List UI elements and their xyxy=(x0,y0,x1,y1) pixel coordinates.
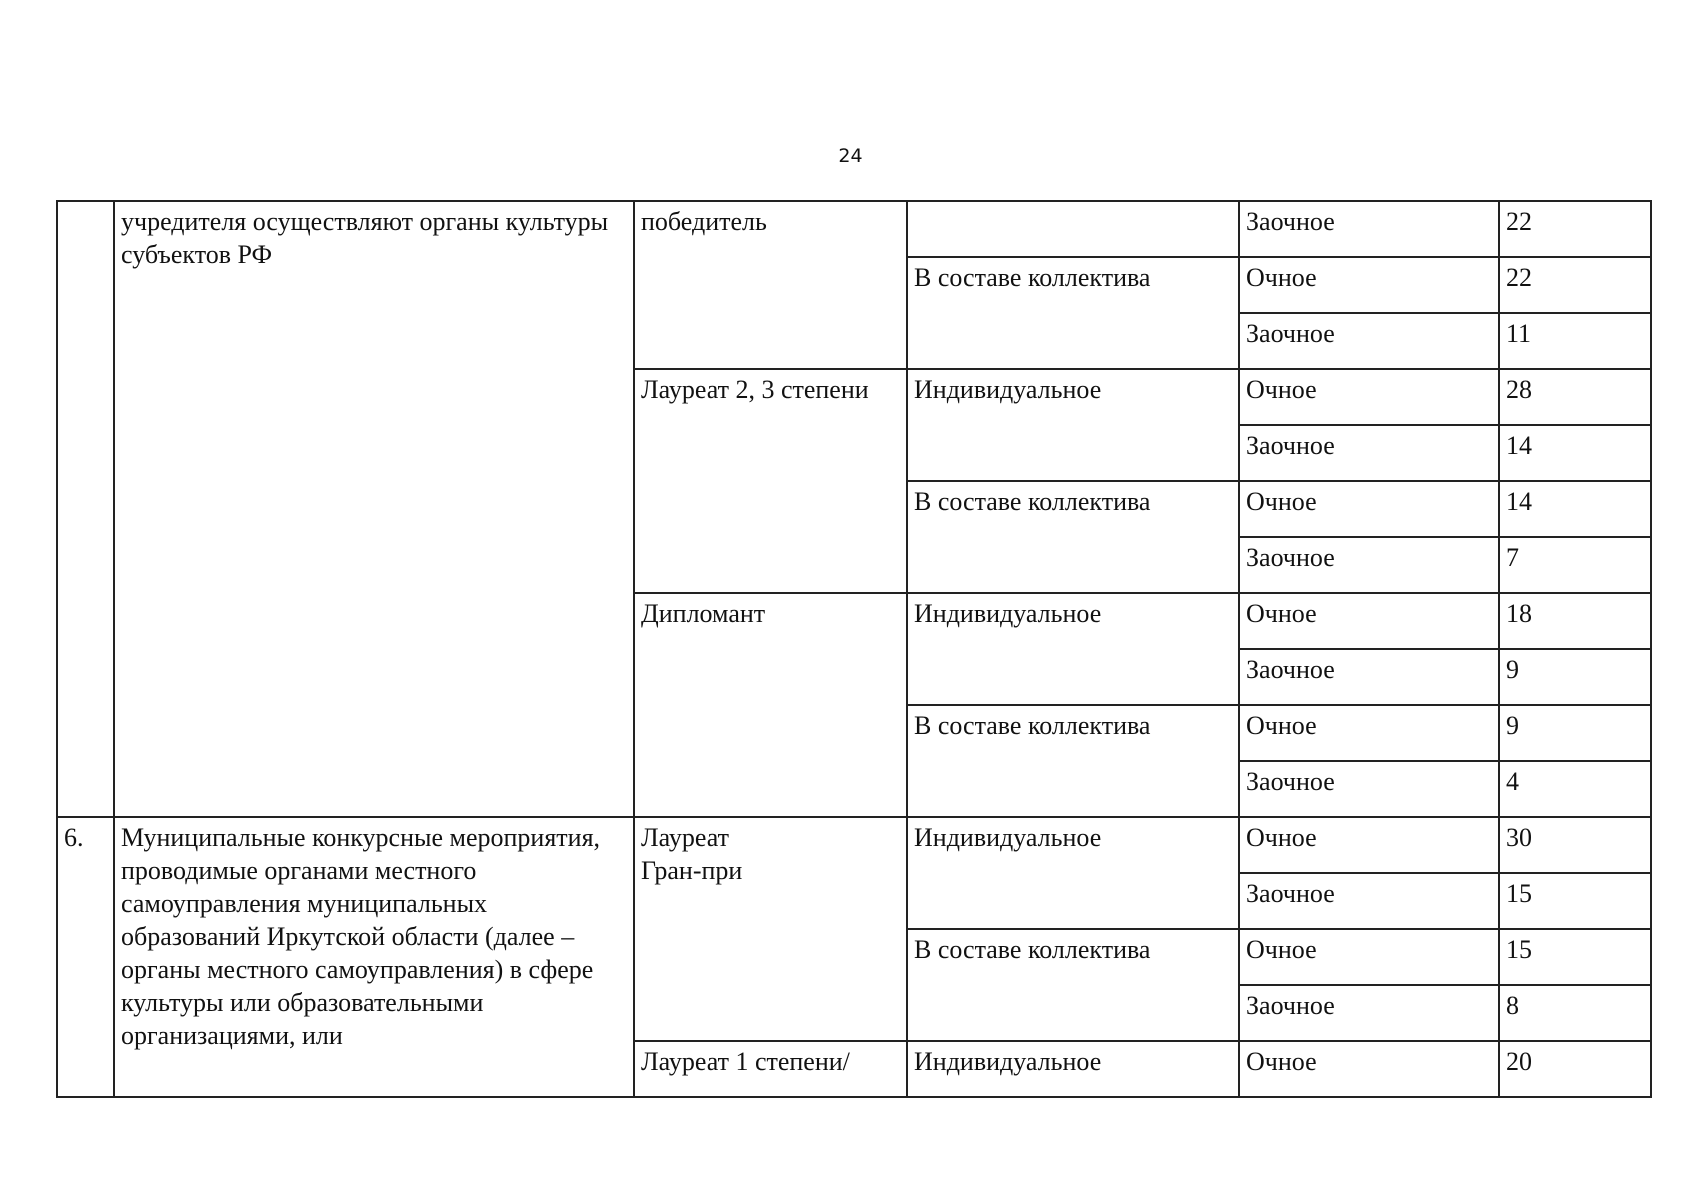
form-cell: Заочное xyxy=(1239,425,1499,481)
form-cell: Заочное xyxy=(1239,201,1499,257)
points-cell: 4 xyxy=(1499,761,1651,817)
row-number xyxy=(57,201,114,817)
form-cell: Очное xyxy=(1239,369,1499,425)
participation-cell: В составе коллектива xyxy=(907,705,1239,817)
rank-line: Лауреат xyxy=(641,823,729,852)
points-cell: 14 xyxy=(1499,481,1651,537)
form-cell: Заочное xyxy=(1239,761,1499,817)
row-number: 6. xyxy=(57,817,114,1097)
rank-line: Гран-при xyxy=(641,856,743,885)
points-cell: 15 xyxy=(1499,929,1651,985)
form-cell: Очное xyxy=(1239,593,1499,649)
rank-cell: Дипломант xyxy=(634,593,907,817)
form-cell: Очное xyxy=(1239,817,1499,873)
participation-cell: Индивидуальное xyxy=(907,593,1239,705)
points-cell: 18 xyxy=(1499,593,1651,649)
points-cell: 9 xyxy=(1499,649,1651,705)
points-cell: 11 xyxy=(1499,313,1651,369)
points-cell: 14 xyxy=(1499,425,1651,481)
form-cell: Заочное xyxy=(1239,873,1499,929)
form-cell: Заочное xyxy=(1239,649,1499,705)
participation-cell: Индивидуальное xyxy=(907,1041,1239,1097)
points-cell: 20 xyxy=(1499,1041,1651,1097)
category-description: Муниципальные конкурсные мероприятия, проводимые органами местного самоуправления муниципальных образований Иркутской области (далее – органы местного самоуправления) в сфере культуры или образовательными организациями, или xyxy=(114,817,634,1097)
form-cell: Заочное xyxy=(1239,985,1499,1041)
table-row xyxy=(57,817,1651,873)
points-cell: 9 xyxy=(1499,705,1651,761)
form-cell: Заочное xyxy=(1239,537,1499,593)
category-description: учредителя осуществляют органы культуры субъектов РФ xyxy=(114,201,634,817)
points-cell: 30 xyxy=(1499,817,1651,873)
rank-cell: победитель xyxy=(634,201,907,369)
points-cell: 22 xyxy=(1499,257,1651,313)
participation-cell: В составе коллектива xyxy=(907,257,1239,369)
awards-table xyxy=(56,200,1652,1098)
rank-cell: Лауреат 1 степени/ xyxy=(634,1041,907,1097)
participation-cell: В составе коллектива xyxy=(907,929,1239,1041)
rank-cell xyxy=(634,817,907,1041)
rank-cell: Лауреат 2, 3 степени xyxy=(634,369,907,593)
form-cell: Очное xyxy=(1239,257,1499,313)
form-cell: Очное xyxy=(1239,1041,1499,1097)
participation-cell: Индивидуальное xyxy=(907,817,1239,929)
points-cell: 28 xyxy=(1499,369,1651,425)
points-cell: 15 xyxy=(1499,873,1651,929)
form-cell: Очное xyxy=(1239,705,1499,761)
form-cell: Очное xyxy=(1239,481,1499,537)
points-cell: 8 xyxy=(1499,985,1651,1041)
participation-cell: Индивидуальное xyxy=(907,369,1239,481)
page-number: 24 xyxy=(838,145,863,167)
points-cell: 7 xyxy=(1499,537,1651,593)
participation-cell xyxy=(907,201,1239,257)
form-cell: Заочное xyxy=(1239,313,1499,369)
participation-cell: В составе коллектива xyxy=(907,481,1239,593)
table-row xyxy=(57,201,1651,257)
points-cell: 22 xyxy=(1499,201,1651,257)
form-cell: Очное xyxy=(1239,929,1499,985)
